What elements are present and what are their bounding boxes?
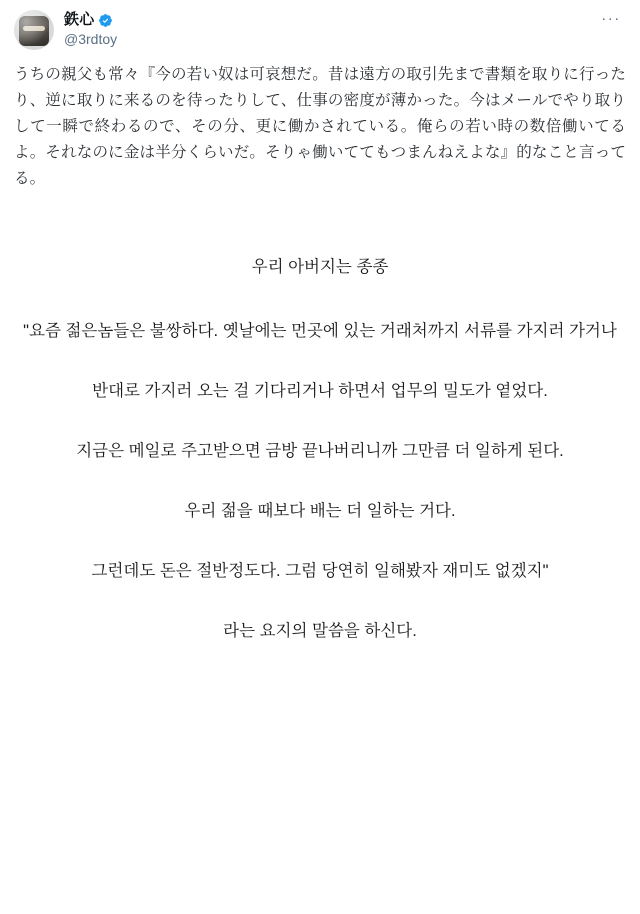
translation-block (0, 252, 640, 646)
display-name[interactable]: 鉄心 (64, 11, 95, 28)
verified-badge-icon (98, 13, 113, 28)
tweet-text: うちの親父も常々『今の若い奴は可哀想だ。昔は遠方の取引先まで書類を取りに行ったり、逆に取りに来るのを待ったりして、仕事の密度が薄かった。今はメールでやり取りして一瞬で終わるので、その分、更に働かされている。俺らの若い時の数倍働いてるよ。それなのに金は半分くらいだ。そりゃ働いててもつまんねえよな』的なこと言ってる。 (14, 66, 626, 187)
translation-paragraph: 반대로 가지러 오는 걸 기다리거나 하면서 업무의 밀도가 옅었다. (92, 382, 548, 400)
more-options-icon[interactable]: ··· (601, 10, 621, 27)
translation-paragraph: "요즘 젊은놈들은 불쌍하다. 옛날에는 먼곳에 있는 거래처까지 서류를 가지러 가거나 (23, 322, 617, 340)
tweet-card (0, 0, 640, 200)
tweet-header (14, 10, 626, 50)
author-handle[interactable]: @3rdtoy (64, 31, 118, 47)
translation-paragraph: 우리 젊을 때보다 배는 더 일하는 거다. (184, 502, 456, 520)
translation-paragraph: 우리 아버지는 종종 (251, 258, 389, 276)
translation-paragraph: 라는 요지의 말씀을 하신다. (223, 622, 417, 640)
author-names (64, 10, 117, 48)
avatar-highlight (14, 10, 54, 50)
display-name-row (64, 11, 117, 29)
translation-paragraph: 그런데도 돈은 절반정도다. 그럼 당연히 일해봤자 재미도 없겠지" (91, 562, 549, 580)
avatar[interactable] (14, 10, 54, 50)
translation-paragraph: 지금은 메일로 주고받으면 금방 끝나버리니까 그만큼 더 일하게 된다. (76, 442, 564, 460)
